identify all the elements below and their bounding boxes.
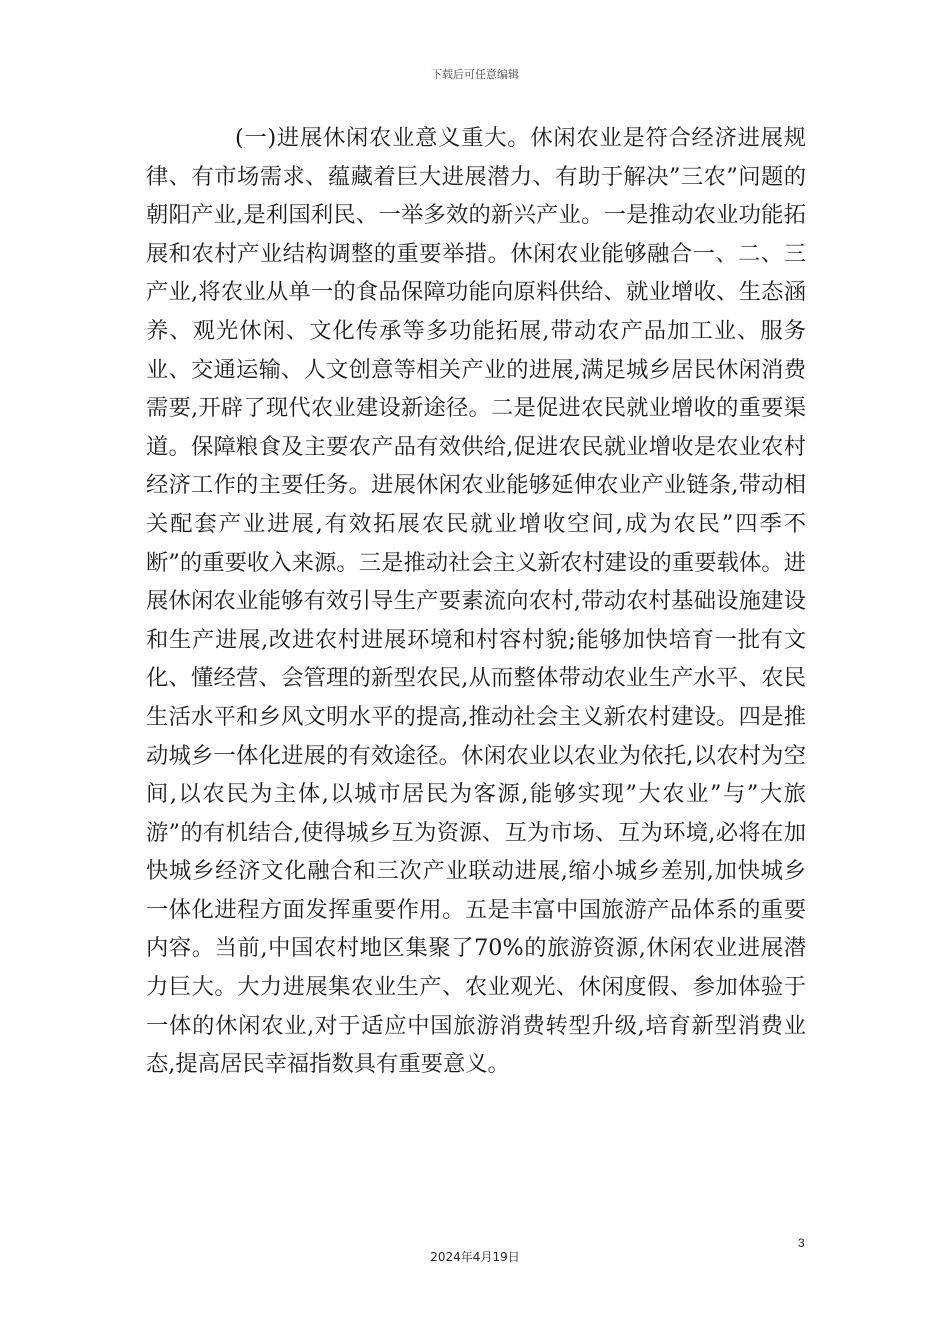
body-paragraph: (一)进展休闲农业意义重大。休闲农业是符合经济进展规律、有市场需求、蕴藏着巨大进展潜力、有助于解决”三农”问题的朝阳产业,是利国利民、一举多效的新兴产业。一是推动农业功能拓展和农村产业结构调整的重要举措。休闲农业能够融合一、二、三产业,将农业从单一的食品保障功能向原料供给、就业增收、生态涵养、观光休闲、文化传承等多功能拓展,带动农产品加工业、服务业、交通运输、人文创意等相关产业的进展,满足城乡居民休闲消费需要,开辟了现代农业建设新途径。二是促进农民就业增收的重要渠道。保障粮食及主要农产品有效供给,促进农民就业增收是农业农村经济工作的主要任务。进展休闲农业能够延伸农业产业链条,带动相关配套产业进展,有效拓展农民就业增收空间,成为农民”四季不断”的重要收入来源。三是推动社会主义新农村建设的重要载体。进展休闲农业能够有效引导生产要素流向农村,带动农村基础设施建设和生产进展,改进农村进展环境和村容村貌;能够加快培育一批有文化、懂经营、会管理的新型农民,从而整体带动农业生产水平、农民生活水平和乡风文明水平的提高,推动社会主义新农村建设。四是推动城乡一体化进展的有效途径。休闲农业以农业为依托,以农村为空间,以农民为主体,以城市居民为客源,能够实现”大农业”与”大旅游”的有机结合,使得城乡互为资源、互为市场、互为环境,必将在加快城乡经济文化融合和三次产业联动进展,缩小城乡差别,加快城乡一体化进程方面发挥重要作用。五是丰富中国旅游产品体系的重要内容。当前,中国农村地区集聚了70%的旅游资源,休闲农业进展潜力巨大。大力进展集农业生产、农业观光、休闲度假、参加体验于一体的休闲农业,对于适应中国旅游消费转型升级,培育新型消费业态,提高居民幸福指数具有重要意义。 xyxy=(146,125,806,1078)
footer-date: 2024年4月19日 xyxy=(430,1250,520,1264)
page-header: 下载后可任意编辑 xyxy=(431,68,519,81)
page-number: 3 xyxy=(798,1236,805,1250)
